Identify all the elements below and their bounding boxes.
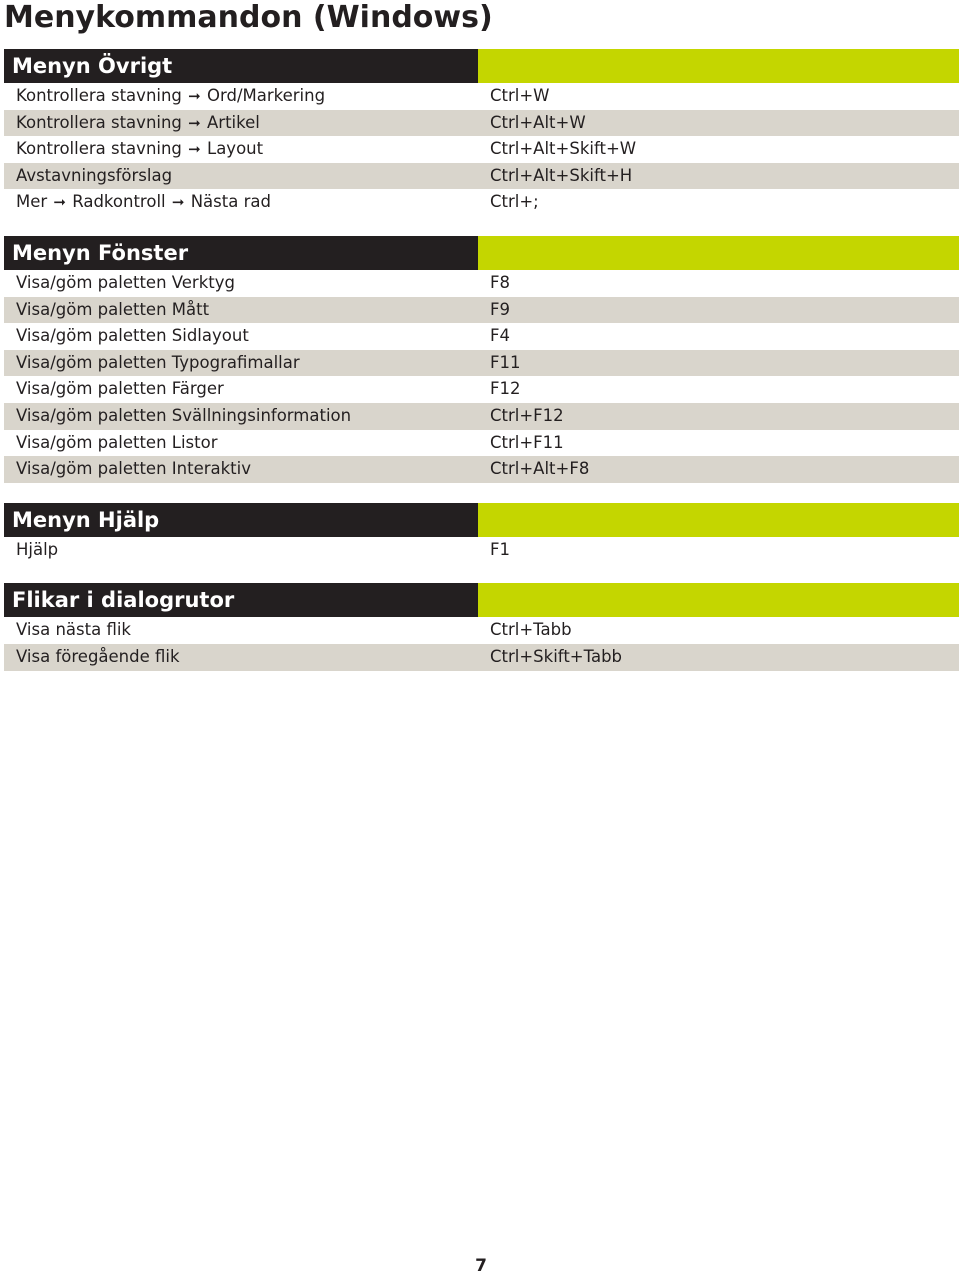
command-label <box>4 403 490 430</box>
arrow-right-icon: ➞ <box>171 193 185 212</box>
command-part: Visa/göm paletten Typografimallar <box>16 352 300 372</box>
command-part: Avstavningsförslag <box>16 165 173 185</box>
command-part: Visa nästa flik <box>16 620 131 640</box>
command-part: Nästa rad <box>190 192 271 212</box>
arrow-right-icon: ➞ <box>53 193 66 212</box>
shortcut-row <box>4 456 959 483</box>
section-header-accent <box>478 49 959 83</box>
shortcut-key: Ctrl+F11 <box>490 432 564 452</box>
section-header-accent <box>478 583 959 617</box>
command-label <box>4 537 490 564</box>
shortcut-key: F12 <box>490 379 521 399</box>
shortcut-key: Ctrl+W <box>490 86 550 105</box>
shortcut-key: Ctrl+Skift+Tabb <box>490 646 623 666</box>
section-flikar-i-dialogrutor <box>4 583 959 670</box>
command-part: Ord/Markering <box>207 86 326 105</box>
command-part: Visa/göm paletten Färger <box>16 379 224 399</box>
shortcut-row <box>4 297 959 324</box>
shortcut-row <box>4 136 959 163</box>
shortcut-row <box>4 83 959 110</box>
command-part: Kontrollera stavning <box>16 139 182 159</box>
command-label <box>4 163 490 190</box>
command-part: Visa/göm paletten Listor <box>16 432 218 452</box>
section-header <box>4 503 959 537</box>
command-part: Layout <box>207 139 264 159</box>
command-part: Artikel <box>207 112 260 132</box>
shortcut-row <box>4 189 959 216</box>
command-label <box>4 270 490 297</box>
command-label <box>4 297 490 324</box>
shortcut-row <box>4 163 959 190</box>
command-label <box>4 136 490 163</box>
command-label <box>4 323 490 350</box>
shortcut-key: Ctrl+; <box>490 192 539 212</box>
command-part: Visa/göm paletten Verktyg <box>16 272 235 292</box>
section-menyn-fonster <box>4 236 959 483</box>
shortcut-key: Ctrl+Alt+F8 <box>490 459 590 479</box>
section-header-accent <box>478 503 959 537</box>
shortcut-key: F1 <box>490 539 510 559</box>
section-title: Flikar i dialogrutor <box>4 583 478 617</box>
shortcut-key: F8 <box>490 272 510 292</box>
command-part: Visa/göm paletten Svällningsinformation <box>16 405 352 425</box>
shortcut-row <box>4 376 959 403</box>
command-label <box>4 376 490 403</box>
command-part: Hjälp <box>16 539 59 559</box>
command-part: Kontrollera stavning <box>16 86 182 105</box>
shortcut-row <box>4 617 959 644</box>
shortcut-key: Ctrl+Alt+Skift+W <box>490 139 637 159</box>
section-header-accent <box>478 236 959 270</box>
section-header <box>4 49 959 83</box>
shortcut-row <box>4 430 959 457</box>
section-header <box>4 583 959 617</box>
command-label <box>4 456 490 483</box>
shortcut-row <box>4 270 959 297</box>
arrow-right-icon: ➞ <box>188 87 201 105</box>
section-menyn-ovrigt <box>4 49 959 216</box>
command-part: Kontrollera stavning <box>16 112 182 132</box>
shortcut-row <box>4 537 959 564</box>
command-label <box>4 110 490 137</box>
section-title: Menyn Hjälp <box>4 503 478 537</box>
command-label <box>4 617 490 644</box>
section-menyn-hjalp <box>4 503 959 564</box>
shortcut-key: F9 <box>490 299 510 319</box>
shortcut-key: Ctrl+Tabb <box>490 620 572 640</box>
command-part: Radkontroll <box>72 192 166 212</box>
command-part: Mer <box>16 192 48 212</box>
shortcut-row <box>4 350 959 377</box>
command-part: Visa/göm paletten Interaktiv <box>16 459 251 479</box>
shortcut-row <box>4 323 959 350</box>
command-label <box>4 430 490 457</box>
shortcut-row <box>4 110 959 137</box>
command-part: Visa/göm paletten Sidlayout <box>16 326 249 346</box>
shortcut-sections <box>4 49 959 691</box>
section-title: Menyn Fönster <box>4 236 478 270</box>
shortcut-key: Ctrl+Alt+W <box>490 112 586 132</box>
section-title: Menyn Övrigt <box>4 49 478 83</box>
page-title: Menykommandon (Windows) <box>4 0 493 35</box>
command-label <box>4 644 490 671</box>
shortcut-key: F4 <box>490 326 510 346</box>
arrow-right-icon: ➞ <box>188 113 201 132</box>
arrow-right-icon: ➞ <box>188 140 201 159</box>
command-label <box>4 189 490 216</box>
page-number: 7 <box>475 1256 487 1276</box>
command-label <box>4 350 490 377</box>
command-part: Visa/göm paletten Mått <box>16 299 210 319</box>
shortcut-key: F11 <box>490 352 521 372</box>
shortcut-row <box>4 644 959 671</box>
shortcut-row <box>4 403 959 430</box>
shortcut-key: Ctrl+F12 <box>490 405 564 425</box>
section-header <box>4 236 959 270</box>
command-part: Visa föregående flik <box>16 646 180 666</box>
shortcut-key: Ctrl+Alt+Skift+H <box>490 165 633 185</box>
command-label <box>4 83 490 110</box>
